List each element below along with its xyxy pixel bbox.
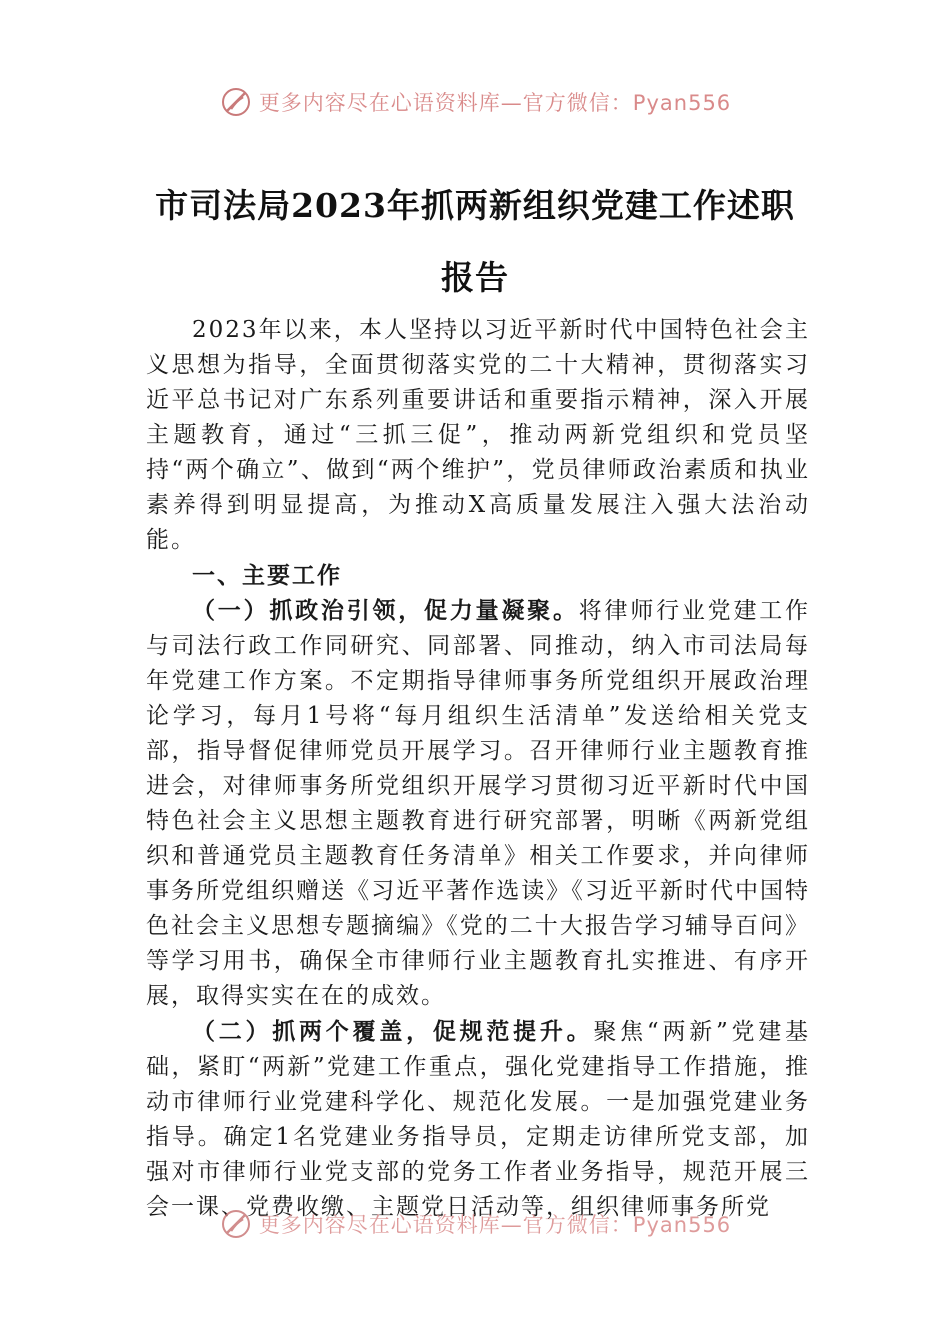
item-lead: （一）抓政治引领，促力量凝聚。 <box>192 597 579 624</box>
brush-logo-icon <box>219 1207 253 1241</box>
item-lead: （二）抓两个覆盖，促规范提升。 <box>192 1018 594 1045</box>
item-body: 聚焦“两新”党建基础，紧盯“两新”党建工作重点，强化党建指导工作措施，推动市律师行业党建科学化、规范化发展。一是加强党建业务指导。确定1名党建业务指导员，定期走访律所党支部，加强对市律师行业党支部的党务工作者业务指导，规范开展三会一课、党费收缴、主题党日活动等，组织律师事务所党 <box>146 1019 810 1220</box>
watermark-footer <box>0 1206 950 1242</box>
watermark-text: 更多内容尽在心语资料库—官方微信：Pyan556 <box>258 91 732 115</box>
document-body <box>146 313 810 1225</box>
intro-paragraph: 2023年以来，本人坚持以习近平新时代中国特色社会主义思想为指导，全面贯彻落实党的二十大精神，贯彻落实习近平总书记对广东系列重要讲话和重要指示精神，深入开展主题教育，通过“三抓三促”，推动两新党组织和党员坚持“两个确立”、做到“两个维护”，党员律师政治素质和执业素养得到明显提高，为推动X高质量发展注入强大法治动能。 <box>146 317 810 553</box>
brush-logo-icon <box>219 85 253 119</box>
item-paragraph <box>146 1014 810 1225</box>
watermark-header <box>0 84 950 120</box>
item-body: 将律师行业党建工作与司法行政工作同研究、同部署、同推动，纳入市司法局每年党建工作方案。不定期指导律师事务所党组织开展政治理论学习，每月1号将“每月组织生活清单”发送给相关党支部，指导督促律师党员开展学习。召开律师行业主题教育推进会，对律师事务所党组织开展学习贯彻习近平新时代中国特色社会主义思想主题教育进行研究部署，明晰《两新党组织和普通党员主题教育任务清单》相关工作要求，并向律师事务所党组织赠送《习近平著作选读》《习近平新时代中国特色社会主义思想专题摘编》《党的二十大报告学习辅导百问》等学习用书，确保全市律师行业主题教育扎实推进、有序开展，取得实实在在的成效。 <box>146 598 811 1009</box>
document-title: 市司法局2023年抓两新组织党建工作述职报告 <box>155 186 795 297</box>
item-paragraph <box>146 593 810 1014</box>
section-heading: 一、主要工作 <box>192 562 342 589</box>
watermark-text: 更多内容尽在心语资料库—官方微信：Pyan556 <box>258 1213 732 1237</box>
